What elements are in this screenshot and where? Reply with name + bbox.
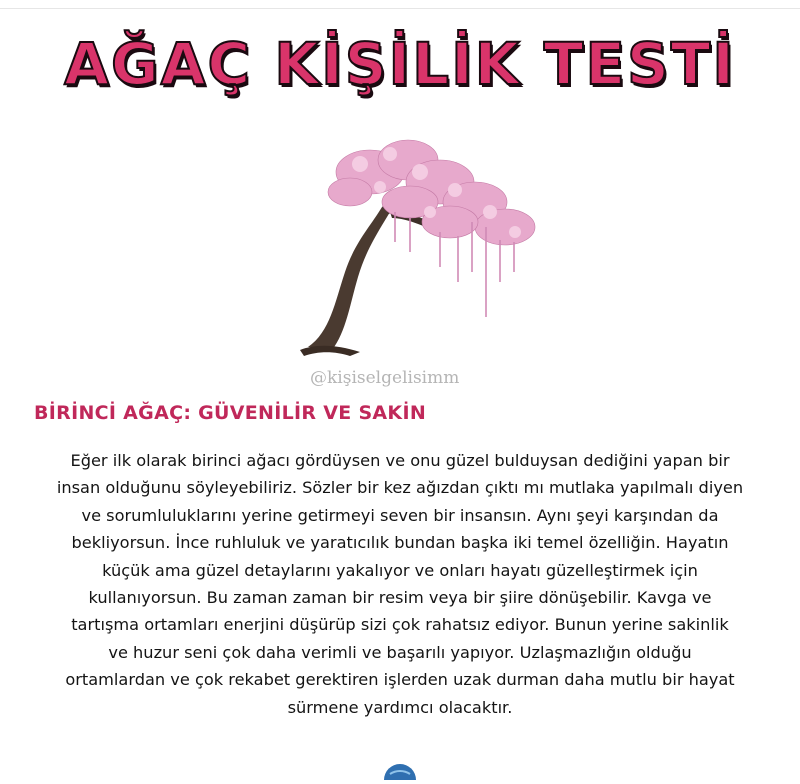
body-line: küçük ama güzel detaylarını yakalıyor ve onları hayatı güzelleştirmek için [102, 560, 698, 580]
top-divider [0, 8, 800, 9]
body-line: ve sorumluluklarını yerine getirmeyi seven bir insansın. Aynı şeyi karşından da [81, 505, 719, 525]
body-paragraph [30, 447, 770, 721]
globe-icon [380, 760, 420, 780]
section-heading: BİRİNCİ AĞAÇ: GÜVENİLİR VE SAKİN [34, 402, 427, 424]
body-line: tartışma ortamları enerjini düşürüp sizi çok rahatsız ediyor. Bunun yerine sakinlik [71, 615, 729, 635]
page-title: AĞAÇ KİŞİLİK TESTİ [64, 30, 736, 98]
cherry-blossom-bonsai-tree-icon [290, 132, 550, 362]
watermark: @kişiselgelisimm [310, 368, 460, 388]
body-line: insan olduğunu söyleyebiliriz. Sözler bir kez ağızdan çıktı mı mutlaka yapılmalı diyen [56, 478, 744, 498]
body-line: ve huzur seni çok daha verimli ve başarılı yapıyor. Uzlaşmazlığın olduğu [108, 642, 692, 662]
body-line: bekliyorsun. İnce ruhluluk ve yaratıcılık bundan başka iki temel özelliğin. Hayatın [71, 533, 729, 553]
body-line: Eğer ilk olarak birinci ağacı gördüysen ve onu güzel bulduysan dediğini yapan bir [70, 451, 730, 470]
body-line: kullanıyorsun. Bu zaman zaman bir resim veya bir şiire dönüşebilir. Kavga ve [88, 588, 712, 608]
body-line: ortamlardan ve çok rekabet gerektiren işlerden uzak durman daha mutlu bir hayat [65, 670, 735, 690]
body-line: sürmene yardımcı olacaktır. [287, 697, 513, 717]
